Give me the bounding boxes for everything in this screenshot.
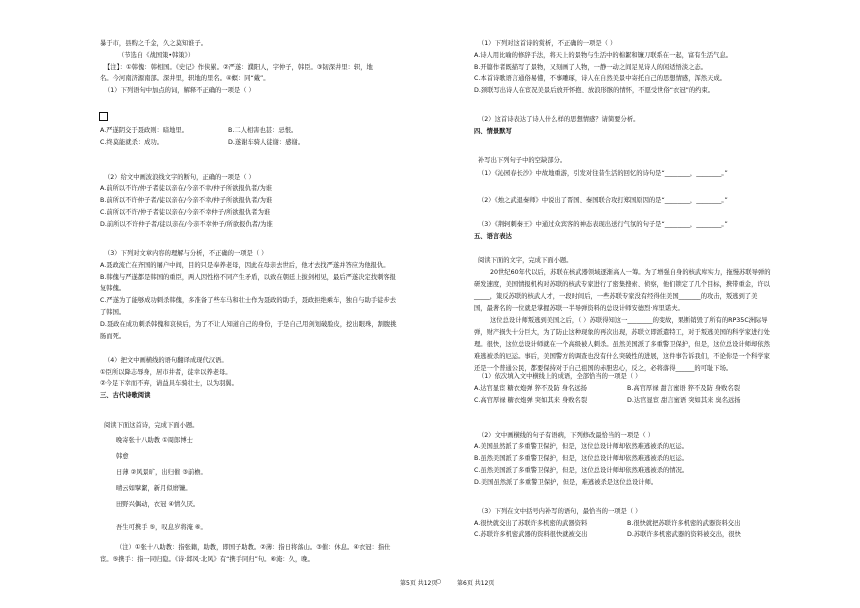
right-text-line: 弹，财产损失十分巨大，为了防止这种现象的再次出现，苏联立即派遣特工，对于叛逃美国的科学家进行处 bbox=[474, 329, 770, 336]
right-text-line: B.开篇作者既描写了景物，又刻画了人物，一静一动之间足见诗人的闲适悟淡之态。 bbox=[474, 64, 708, 71]
right-text-line: （2）《烛之武退秦师》中说出了晋国、秦国联合攻打郑国原因的是“________，________。” bbox=[478, 197, 728, 204]
right-text-line: 补写出下列句子中的空缺部分。 bbox=[478, 157, 567, 164]
left-text-line: D.前所以不许仲子者/徒以亲在/今亲不幸仲子/所欲报仇者/为谁 bbox=[100, 221, 273, 228]
right-text-line: 阅读下面的文字，完成下面小题。 bbox=[478, 257, 573, 264]
right-text-line: B.很快就把苏联许多机密的武器资料交出 bbox=[627, 520, 741, 527]
left-text-line: 阅读下面这首诗，完成下面小题。 bbox=[104, 422, 199, 429]
right-text-line: B.虽然美国派了多重警卫保护，但是，这位总设计师却依然难逃被杀的厄运。 bbox=[474, 455, 689, 462]
right-text-line: 还是一个普通公民，都要保持对于自己祖国的赤胆忠心，反之，必将落得______的可耻下场。 bbox=[474, 365, 733, 372]
right-text-line: 国，最著名的一位就是掌握苏联一半导弹资料的总设计师安德烈·库里诺夫。 bbox=[474, 305, 684, 312]
left-text-line: 晴云如擘絮，新月似磨镰。 bbox=[116, 485, 192, 492]
left-text-line: C.前所以不许/仲子者徒以亲在/今亲不幸仲子/所欲报仇者为谁 bbox=[100, 209, 271, 216]
left-text-line: 宦。⑤携手：指一同归隐。《诗·邶风·北风》有“携手同归”句。⑥淹：久，晚。 bbox=[100, 556, 314, 563]
left-text-line: 复韩傀。 bbox=[100, 285, 126, 292]
left-text-line: 韩愈 bbox=[116, 453, 129, 460]
left-text-line: B.前所以不许仲子者/徒以亲在/今亲不幸/仲子所欲报仇者/为谁 bbox=[100, 197, 273, 204]
left-text-line: 三、古代诗歌阅读 bbox=[100, 392, 151, 399]
left-text-line: 吾生可携手 ⑤，叹息岁将淹 ⑥。 bbox=[116, 524, 207, 531]
left-text-line: B.韩傀与严遂都是韩国的重臣，两人因性格不同产生矛盾，以致在朝廷上拔剑相见，最后严遂决定找刺客报 bbox=[100, 274, 396, 281]
right-text-line: C.本首诗歌语言通俗易懂，不事雕琢，诗人在自然美景中寄托自己的思想情感，浑然天成。 bbox=[474, 75, 726, 82]
left-text-line: （注）①张十八助教：指张籍，助教，即国子助教。②薄：指日将落山。③催：休息。④衣冠：指仕 bbox=[116, 544, 391, 551]
left-text-line: 肠而死。 bbox=[100, 333, 126, 340]
left-text-line: 日薄 ②风景旷，出归催 ③前檐。 bbox=[116, 469, 207, 476]
left-text-line: （2）给文中画波浪线文字的断句，正确的一项是（ ） bbox=[104, 174, 255, 181]
left-text-line: C.严遂为了能够成功刺杀韩傀，多准备了些车马和壮士作为聂政的助手，聂政拒绝乘车，独自与助手徒步去 bbox=[100, 297, 397, 304]
left-text-line: D.聂政在成功刺杀韩傀和哀侯后，为了不让人知道自己的身份，于是自己用剑划破脸皮，挖出眼珠，割腹挑 bbox=[100, 321, 397, 328]
left-text-line: 【注】：①韩傀：韩相国。《史记》作侠累。②严遂：濮阳人，字仲子，韩臣。③韧深井里：轵，地 bbox=[104, 64, 373, 71]
right-text-line: （3）下列在文中括号内补写的语句，最恰当的一项是（ ） bbox=[478, 508, 642, 515]
left-text-line: （1）下列语句中加点的词，解释不正确的一项是（ ） bbox=[104, 87, 255, 94]
right-text-line: （2）文中画横线的句子有语病，下列修改最恰当的一项是（ ） bbox=[478, 432, 655, 439]
left-text-line: （4）把文中画横线的语句翻译成现代汉语。 bbox=[104, 357, 228, 364]
right-text-line: （1）依次填入文中横线上的成语，全部恰当的一项是（ ） bbox=[478, 373, 642, 380]
left-text-line: C.终莫能就杀：成功。 bbox=[100, 139, 164, 146]
left-text-line: A.前所以不许/仲子者徒以亲在/今亲不幸/仲子所欲报仇者/为谁 bbox=[100, 185, 273, 192]
left-page-footer: 第5页 共12页 bbox=[400, 580, 438, 587]
left-text-line: ①臣所以降志辱身，居市井者，徒幸以养老母。 bbox=[100, 369, 232, 376]
right-text-line: D.苏联许多机密武器的资料被交出，很快 bbox=[627, 531, 741, 538]
left-text-line: 暴于市，县购之千金，久之莫知谁子。 bbox=[100, 40, 208, 47]
left-text-line: （3）下列对文章内容的理解与分析，不正确的一项是（ ） bbox=[104, 250, 268, 257]
right-text-line: （2）这首诗表达了诗人什么样的思想情感？请简要分析。 bbox=[478, 116, 640, 123]
left-text-line: 田野兴偶动，衣冠 ④情久厌。 bbox=[116, 501, 200, 508]
right-text-line: 难逃被杀的厄运。事后，美国警方的调查也没有什么突破性的进展，这件事告诉我们，不论你是一个科学家 bbox=[474, 353, 770, 360]
left-text-line: 晚寄张十八助教 ①周郎博士 bbox=[116, 437, 193, 444]
right-text-line: B.高官厚禄 甜言蜜语 猝不及防 身败名裂 bbox=[627, 385, 741, 392]
right-text-line: 这位总设计师叛逃到美国之后，（ ）苏联得知这一________的变故，果断销毁了所有的RP35C洲际导 bbox=[490, 317, 768, 324]
left-text-line: A.聂政流亡在齐国的屠户中间，目的只是奉养老母，因此在母亲去世后，他才去找严遂并答应为他报仇。 bbox=[100, 262, 390, 269]
left-text-line: ②今足下幸而不弃，请益具车骑壮士，以为羽翼。 bbox=[100, 380, 238, 387]
right-text-line: C.苏联许多机密武器的资料很快就被交出 bbox=[474, 531, 588, 538]
right-text-line: D.达官显宦 甜言蜜语 突如其来 臭名远扬 bbox=[627, 397, 741, 404]
right-page-footer: 第6页 共12页 bbox=[457, 580, 495, 587]
right-text-line: 研发速度，美国情报机构对苏联的核武专家进行了密集搜索、侦察，他们锁定了几个目标，携带重金，许以 bbox=[474, 281, 770, 288]
left-text-line: B.二人相害也甚：忌恨。 bbox=[228, 127, 298, 134]
answer-box bbox=[99, 112, 108, 121]
left-text-line: 名。今河南济源南部。深井里，轵地的里名。④螟：同“戴”。 bbox=[100, 75, 270, 82]
right-text-line: C.高官厚禄 糖衣炮弹 突如其来 身败名裂 bbox=[474, 397, 588, 404]
right-text-line: _____，策反苏联的核武人才，一段时间后，一些苏联专家没有经得住美国_______的攻击，叛逃到了美 bbox=[474, 293, 758, 300]
right-text-line: A.达官显宦 糖衣炮弹 猝不及防 身名远扬 bbox=[474, 385, 587, 392]
right-text-line: 五、语言表达 bbox=[474, 233, 512, 240]
right-text-line: 理。很快，这位总设计师就在一个高级被人刺杀。虽然美国派了多重警卫保护，但是，这位总设计师却依然 bbox=[474, 341, 770, 348]
right-text-line: 四、情景默写 bbox=[474, 128, 512, 135]
right-text-line: （1）下列对这首诗的赏析，不正确的一项是（ ） bbox=[478, 40, 617, 47]
right-text-line: C.虽然美国派了多重警卫保护，但是，这位总设计师却依然难逃被杀的情况。 bbox=[474, 467, 689, 474]
left-text-line: 了韩国。 bbox=[100, 309, 126, 316]
right-text-line: （1）《沁园春长沙》中故地重游，引发对往昔生活的回忆的诗句是“________，________。” bbox=[478, 170, 728, 177]
right-text-line: A.美国虽然派了多重警卫保护，但是，这位总设计师却依然难逃被杀的厄运。 bbox=[474, 443, 688, 450]
right-text-line: （3）《荆轲刺秦王》中通过众宾客的神态表现出送行气氛的句子是“________，________。” bbox=[478, 221, 728, 228]
left-text-line: A.严遂阴交于聂政则：暗地里。 bbox=[100, 127, 189, 134]
left-text-line: （节选自《战国策•韩策》） bbox=[118, 52, 195, 59]
right-text-line: A.很快就交出了苏联许多机密的武器资料 bbox=[474, 520, 588, 527]
left-text-line: D.遂谢车骑人徒谢：感谢。 bbox=[228, 139, 305, 146]
center-mark: ○ bbox=[436, 578, 442, 585]
right-text-line: D.颈联写出诗人在宦况美景后放开怀抱、放浪形骸的情怀，不愿受世俗“衣冠”的约束。 bbox=[474, 87, 715, 94]
right-text-line: A.诗人用比喻的修辞手法，将天上的景物与生活中的棉絮和镰刀联系在一起，富有生活气息。 bbox=[474, 52, 733, 59]
right-text-line: 20世纪60年代以后，苏联在核武器领域逐渐高人一筹。为了增强自身的核武库实力，拖慢苏联导弹的 bbox=[490, 269, 771, 276]
right-text-line: D.美国虽然派了多重警卫保护，但是，难逃被杀是这位总设计师。 bbox=[474, 479, 658, 486]
